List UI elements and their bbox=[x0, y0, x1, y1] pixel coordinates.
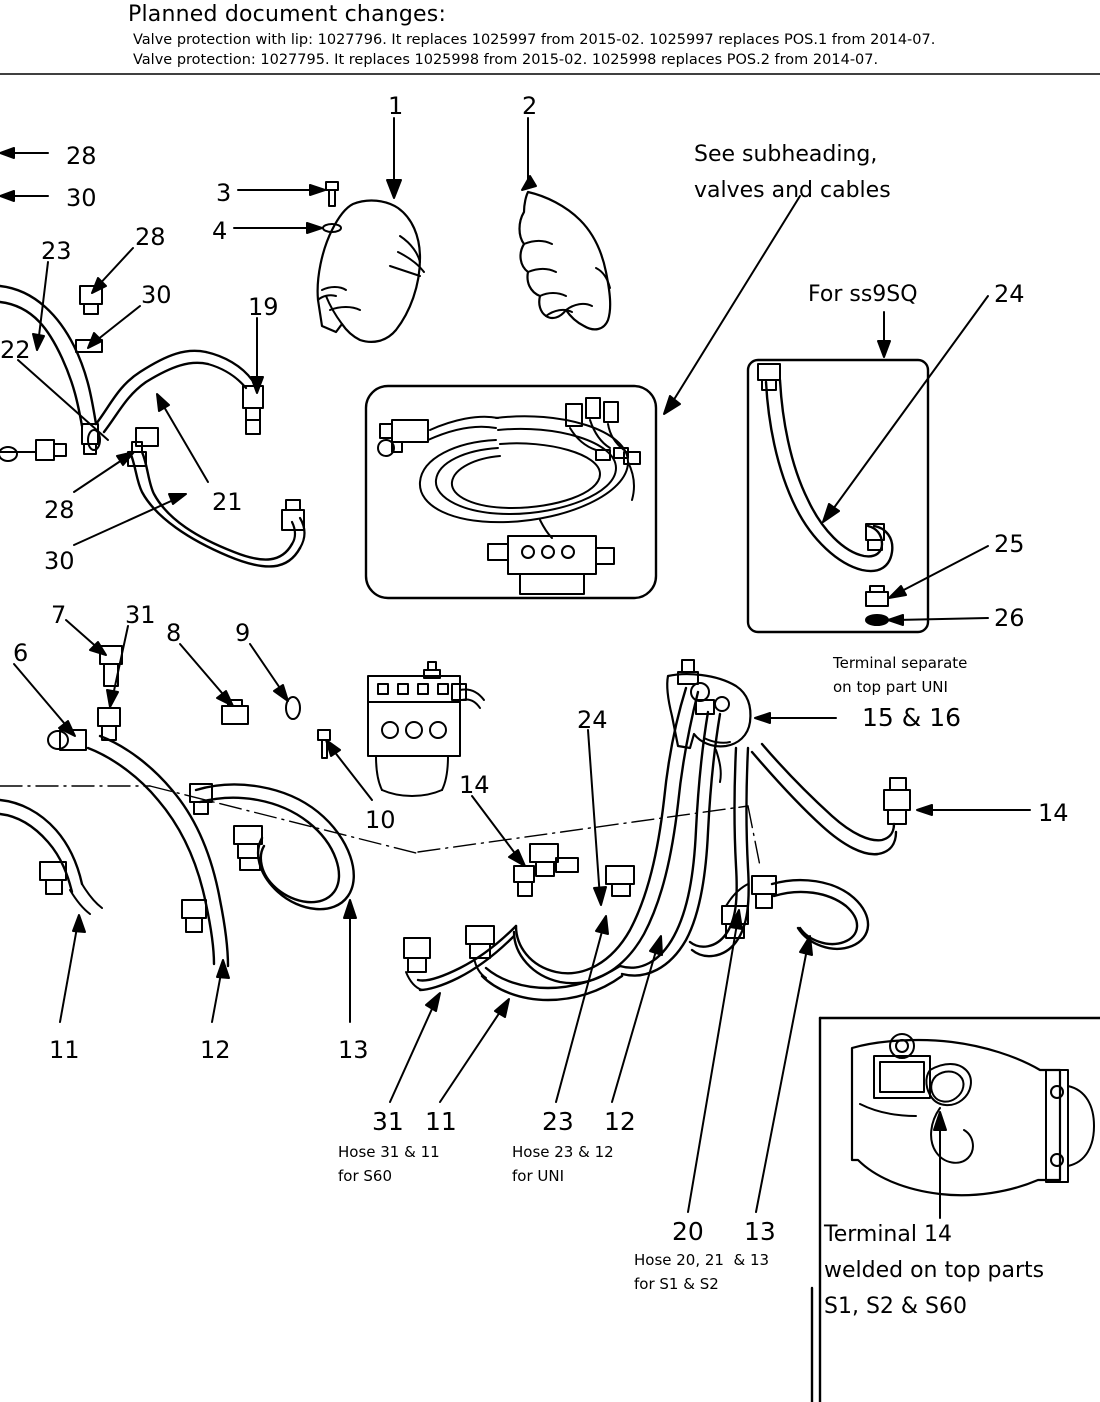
callout-number-30-1: 30 bbox=[66, 184, 97, 212]
callout-number-3-12: 3 bbox=[216, 179, 232, 207]
callout-number-30-4: 30 bbox=[141, 281, 172, 309]
note-terminal-separate-line1: Terminal separate bbox=[833, 654, 968, 672]
callout-number-28-0: 28 bbox=[66, 142, 97, 170]
callout-number-28-3: 28 bbox=[135, 223, 166, 251]
callout-number-6-21: 6 bbox=[13, 639, 29, 667]
callout-number-19-6: 19 bbox=[248, 293, 279, 321]
callout-number-23-2: 23 bbox=[41, 237, 72, 265]
callout-number-25-15: 25 bbox=[994, 530, 1025, 558]
note-hose-23-12-line2: for UNI bbox=[512, 1167, 565, 1185]
callout-number-21-7: 21 bbox=[212, 488, 243, 516]
callout-15-16: 15 & 16 bbox=[862, 703, 962, 732]
callout-number-1-10: 1 bbox=[388, 92, 404, 120]
callout-number-22-5: 22 bbox=[0, 336, 31, 364]
callout-31-bottom: 31 bbox=[372, 1107, 404, 1136]
callout-12-bottom: 12 bbox=[604, 1107, 636, 1136]
callout-number-30-9: 30 bbox=[44, 547, 75, 575]
callout-number-12-27: 12 bbox=[200, 1036, 231, 1064]
callout-number-7-17: 7 bbox=[51, 601, 67, 629]
callout-number-10-22: 10 bbox=[365, 806, 396, 834]
callout-number-8-19: 8 bbox=[166, 619, 182, 647]
note-terminal-separate-line2: on top part UNI bbox=[833, 678, 948, 696]
callout-number-28-8: 28 bbox=[44, 496, 75, 524]
note-hose-23-12-line1: Hose 23 & 12 bbox=[512, 1143, 614, 1161]
note-terminal-14-line1: Terminal 14 bbox=[824, 1222, 952, 1247]
callout-13-bottom: 13 bbox=[744, 1217, 776, 1246]
callout-number-11-26: 11 bbox=[49, 1036, 80, 1064]
note-hose-31-11-line2: for S60 bbox=[338, 1167, 393, 1185]
header-line-2: Valve protection: 1027795. It replaces 1025998 from 2015-02. 1025998 replaces POS.2 from 2014-07. bbox=[133, 52, 879, 68]
callout-number-9-20: 9 bbox=[235, 619, 251, 647]
note-for-ss9sq: For ss9SQ bbox=[808, 282, 918, 307]
note-see-subheading-line1: See subheading, bbox=[694, 142, 878, 167]
callout-number-26-16: 26 bbox=[994, 604, 1025, 632]
callout-number-24-14: 24 bbox=[994, 280, 1025, 308]
callout-number-14-25: 14 bbox=[1038, 799, 1069, 827]
note-terminal-14-line2: welded on top parts bbox=[824, 1258, 1045, 1283]
callout-number-13-28: 13 bbox=[338, 1036, 369, 1064]
callout-number-2-11: 2 bbox=[522, 92, 538, 120]
callout-number-24-24: 24 bbox=[577, 706, 608, 734]
header-line-1: Valve protection with lip: 1027796. It replaces 1025997 from 2015-02. 1025997 replaces POS.1 from 2014-07. bbox=[133, 32, 936, 48]
callout-number-14-23: 14 bbox=[459, 771, 490, 799]
page-title: Planned document changes: bbox=[128, 2, 447, 27]
callout-number-31-18: 31 bbox=[125, 601, 156, 629]
callout-20-bottom: 20 bbox=[672, 1217, 704, 1246]
callout-23-bottom: 23 bbox=[542, 1107, 574, 1136]
callout-number-4-13: 4 bbox=[212, 217, 228, 245]
note-hose-20-13-line2: for S1 & S2 bbox=[634, 1275, 719, 1293]
note-terminal-14-line3: S1, S2 & S60 bbox=[824, 1294, 968, 1319]
note-hose-31-11-line1: Hose 31 & 11 bbox=[338, 1143, 440, 1161]
callout-11-bottom: 11 bbox=[425, 1107, 457, 1136]
note-see-subheading-line2: valves and cables bbox=[694, 178, 891, 203]
note-hose-20-13-line1: Hose 20, 21 & 13 bbox=[634, 1251, 770, 1269]
